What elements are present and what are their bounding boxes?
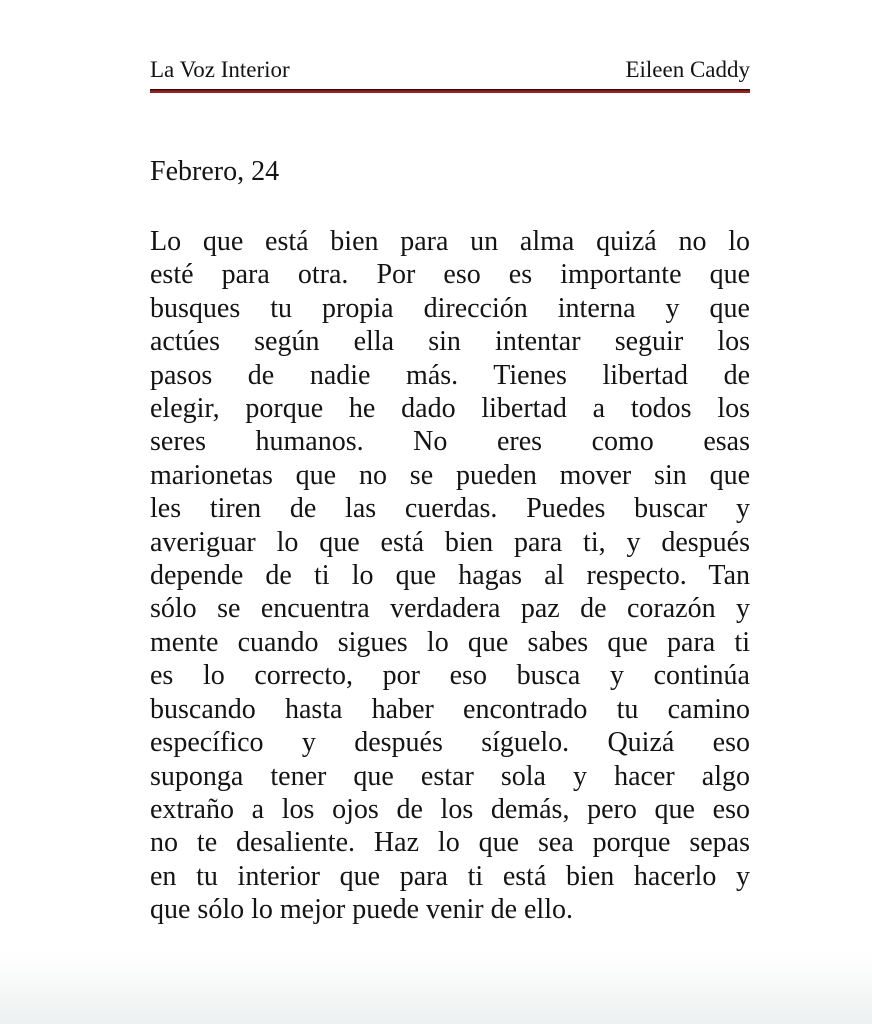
paragraph-line: que sólo lo mejor puede venir de ello. <box>150 894 573 926</box>
paragraph-line: actúes según ella sin intentar seguir los <box>150 326 750 358</box>
header-rule <box>150 89 750 93</box>
paragraph-line: les tiren de las cuerdas. Puedes buscar y <box>150 493 750 525</box>
entry-paragraph <box>150 225 750 927</box>
author-name: Eileen Caddy <box>625 57 750 82</box>
paragraph-line: depende de ti lo que hagas al respecto. Tan <box>150 560 750 592</box>
paragraph-line: es lo correcto, por eso busca y continúa <box>150 660 750 692</box>
paragraph-line: averiguar lo que está bien para ti, y después <box>150 526 750 558</box>
paragraph-line: buscando hasta haber encontrado tu camino <box>150 693 750 725</box>
book-title: La Voz Interior <box>150 57 290 82</box>
paragraph-line: extraño a los ojos de los demás, pero que eso <box>150 793 750 825</box>
paragraph-line: específico y después síguelo. Quizá eso <box>150 727 750 759</box>
paragraph-line: elegir, porque he dado libertad a todos los <box>150 393 750 425</box>
paragraph-line: pasos de nadie más. Tienes libertad de <box>150 359 750 391</box>
paragraph-line: esté para otra. Por eso es importante que <box>150 259 750 291</box>
paragraph-line: suponga tener que estar sola y hacer algo <box>150 760 750 792</box>
paragraph-line: marionetas que no se pueden mover sin que <box>150 459 750 491</box>
page-content <box>150 0 750 927</box>
page-bottom-fade <box>0 952 872 1024</box>
paragraph-line: no te desaliente. Haz lo que sea porque sepas <box>150 827 750 859</box>
paragraph-line: mente cuando sigues lo que sabes que para ti <box>150 626 750 658</box>
paragraph-line: seres humanos. No eres como esas <box>150 426 750 458</box>
running-header <box>150 0 750 84</box>
paragraph-line: busques tu propia dirección interna y que <box>150 292 750 324</box>
paragraph-line: sólo se encuentra verdadera paz de corazón y <box>150 593 750 625</box>
date-heading: Febrero, 24 <box>150 156 280 187</box>
paragraph-line: en tu interior que para ti está bien hacerlo y <box>150 860 750 892</box>
paragraph-line: Lo que está bien para un alma quizá no lo <box>150 226 750 257</box>
